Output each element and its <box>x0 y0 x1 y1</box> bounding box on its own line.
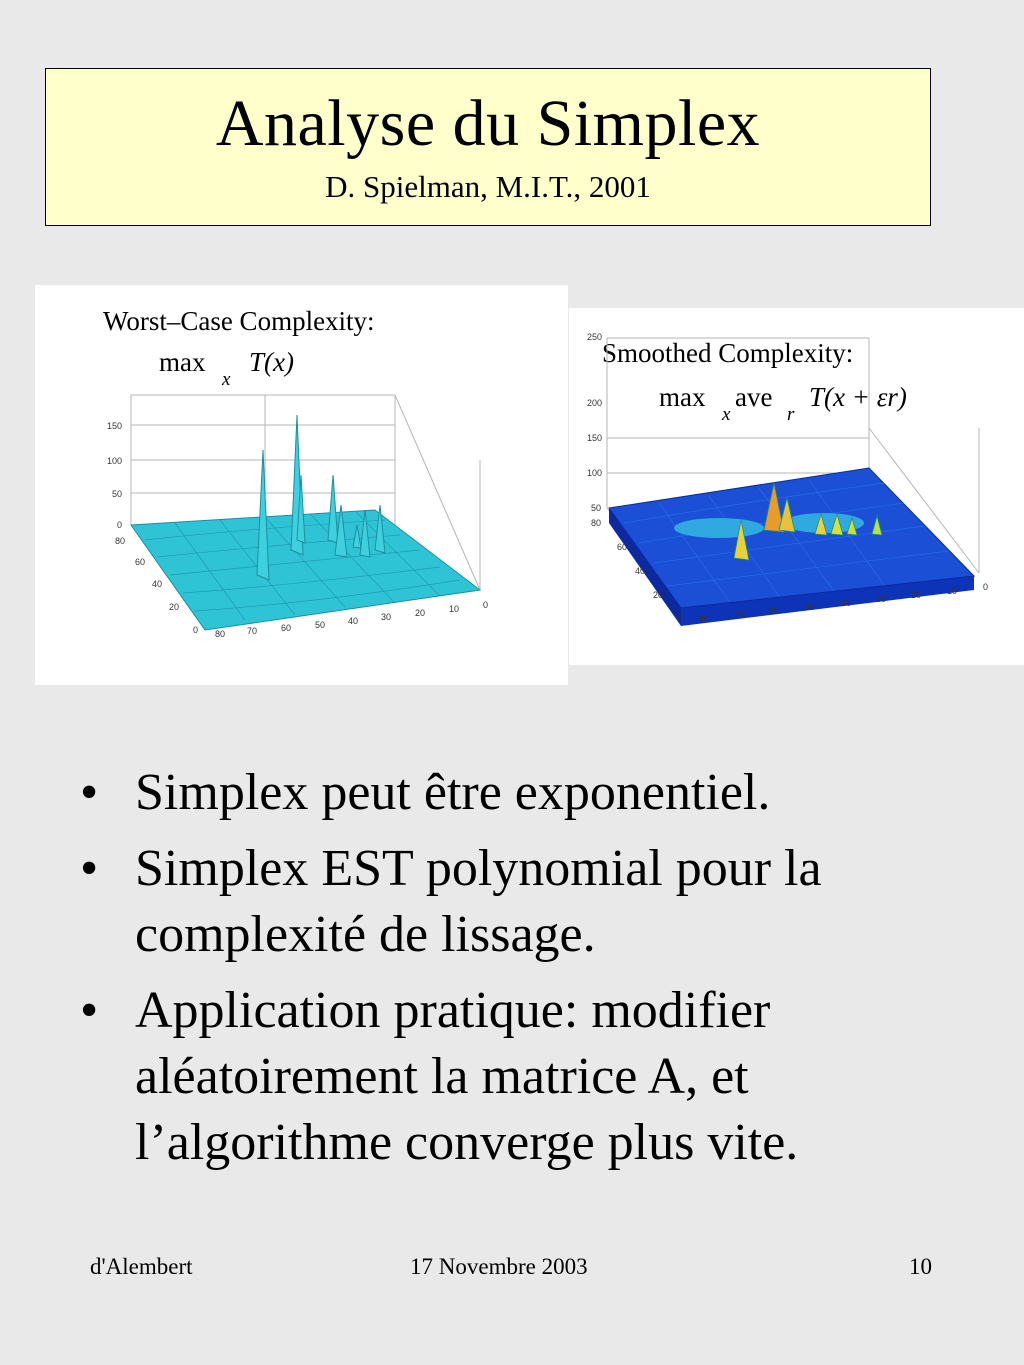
worst-x-tick: 20 <box>415 608 426 618</box>
worst-x-tick: 70 <box>247 626 258 636</box>
smoothed-y-tick: 20 <box>653 590 664 600</box>
worst-z-tick: 150 <box>107 421 123 431</box>
smoothed-x-tick: 70 <box>735 610 746 620</box>
worst-case-max: max <box>159 347 206 377</box>
worst-case-sub: x <box>222 369 231 390</box>
worst-x-tick: 30 <box>381 612 392 622</box>
smoothed-x-tick: 10 <box>947 586 958 596</box>
smoothed-title: Smoothed Complexity: <box>602 338 854 368</box>
smoothed-z-tick: 200 <box>587 398 603 408</box>
bullet-text: Application pratique: modifier aléatoirement la matrice A, et l’algorithme converge plus vite. <box>135 982 799 1171</box>
worst-x-tick: 0 <box>483 600 489 610</box>
footer-author: d'Alembert <box>90 1254 193 1279</box>
worst-y-tick: 80 <box>115 536 126 546</box>
smoothed-y-tick: 40 <box>635 566 646 576</box>
smoothed-y-tick: 60 <box>617 542 628 552</box>
worst-case-plot <box>35 285 568 685</box>
bullet-marker: • <box>80 764 99 821</box>
smoothed-x-tick: 30 <box>876 594 887 604</box>
worst-case-figure <box>35 285 568 685</box>
smoothed-figure <box>569 308 1024 665</box>
smoothed-x-tick: 40 <box>841 598 852 608</box>
smoothed-x-tick: 20 <box>911 590 922 600</box>
smoothed-x-tick: 60 <box>769 606 780 616</box>
smoothed-x-tick: 80 <box>699 614 710 624</box>
footer-date: 17 Novembre 2003 <box>410 1254 588 1279</box>
smoothed-z-tick: 100 <box>587 468 603 478</box>
bullet-text: Simplex EST polynomial pour la complexité de lissage. <box>135 840 822 963</box>
smoothed-expr: T(x + εr) <box>809 382 907 412</box>
smoothed-sub-x: x <box>722 404 731 425</box>
worst-x-tick: 80 <box>215 629 226 639</box>
slide-subtitle: D. Spielman, M.I.T., 2001 <box>325 169 651 204</box>
worst-case-title: Worst–Case Complexity: <box>103 306 375 336</box>
smoothed-max: max <box>659 382 706 412</box>
smoothed-z-tick: 50 <box>591 503 602 513</box>
smoothed-plot <box>569 308 1024 665</box>
smoothed-sub-r: r <box>787 404 795 425</box>
slide-title: Analyse du Simplex <box>215 87 761 160</box>
bullet-text: Simplex peut être exponentiel. <box>135 764 771 821</box>
worst-x-tick: 50 <box>315 620 326 630</box>
worst-x-tick: 40 <box>348 616 359 626</box>
bullet-marker: • <box>80 982 99 1039</box>
worst-y-tick: 40 <box>152 579 163 589</box>
bullet-item <box>80 760 970 826</box>
bullet-list <box>80 760 970 1186</box>
worst-x-tick: 10 <box>449 604 460 614</box>
smoothed-x-tick: 0 <box>983 582 989 592</box>
worst-case-surface <box>131 510 480 630</box>
smoothed-x-tick: 50 <box>805 602 816 612</box>
worst-case-expr: T(x) <box>249 347 294 377</box>
worst-x-tick: 60 <box>281 623 292 633</box>
worst-z-tick: 50 <box>112 489 123 499</box>
smoothed-y-tick: 0 <box>677 612 683 622</box>
smoothed-y-tick: 80 <box>591 518 602 528</box>
worst-z-tick: 0 <box>117 520 123 530</box>
bullet-marker: • <box>80 840 99 897</box>
worst-y-tick: 60 <box>135 557 146 567</box>
worst-y-tick: 0 <box>193 625 199 635</box>
bullet-item <box>80 836 970 968</box>
worst-y-tick: 20 <box>169 602 180 612</box>
smoothed-ave: ave <box>735 382 773 412</box>
worst-z-tick: 100 <box>107 456 123 466</box>
smoothed-z-tick: 250 <box>587 332 603 342</box>
footer-page-number: 10 <box>909 1254 932 1279</box>
smoothed-z-tick: 150 <box>587 433 603 443</box>
bullet-item <box>80 978 970 1176</box>
title-box <box>45 68 931 226</box>
